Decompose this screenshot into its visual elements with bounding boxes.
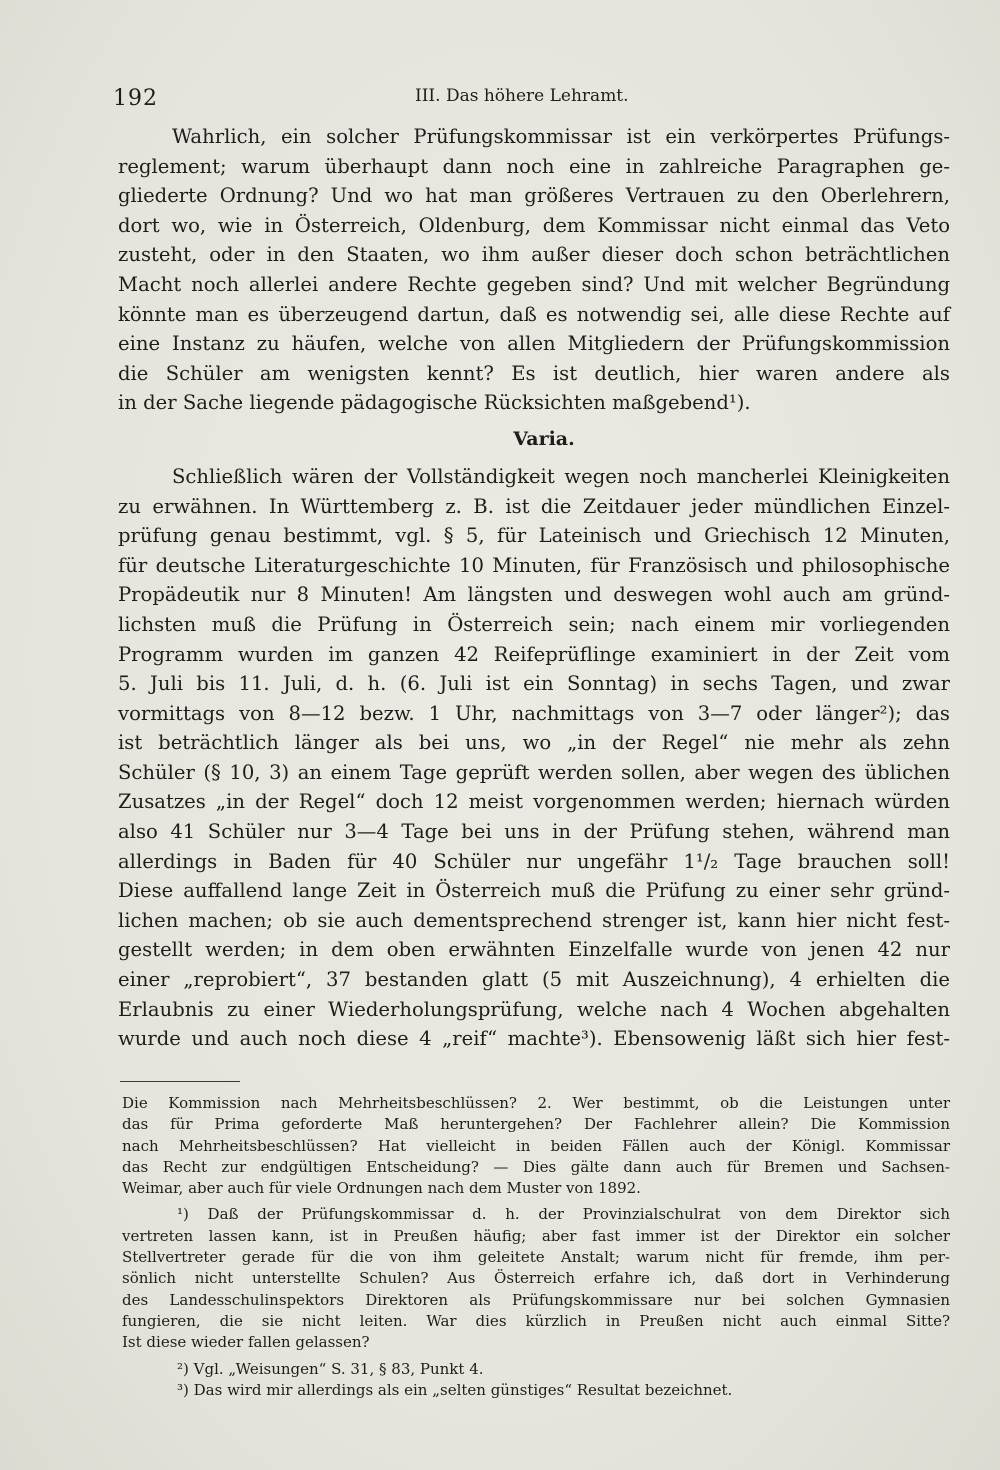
page-header — [113, 80, 953, 120]
footnote-line: das Recht zur endgültigen Entscheidung? — Dies gälte dann auch für Bremen und Sachsen- — [122, 1157, 950, 1176]
text-line: lichsten muß die Prüfung in Österreich sein; nach einem mir vorliegenden — [118, 612, 950, 636]
text-line: lichen machen; ob sie auch dementsprechend strenger ist, kann hier nicht fest- — [118, 908, 950, 932]
text-line: eine Instanz zu häufen, welche von allen Mitgliedern der Prüfungskommission — [118, 332, 950, 356]
text-line: Diese auffallend lange Zeit in Österreich muß die Prüfung zu einer sehr gründ- — [118, 879, 950, 903]
footnote-line: Ist diese wieder fallen gelassen? — [122, 1333, 370, 1352]
footnote-line: des Landesschulinspektors Direktoren als Prüfungskommissare nur bei solchen Gymnasien — [122, 1290, 950, 1309]
text-line: reglement; warum überhaupt dann noch eine in zahlreiche Paragraphen ge- — [118, 154, 950, 178]
text-line: die Schüler am wenigsten kennt? Es ist deutlich, hier waren andere als — [118, 361, 950, 385]
text-line: prüfung genau bestimmt, vgl. § 5, für Lateinisch und Griechisch 12 Minuten, — [118, 524, 950, 548]
footnote-3: ³) Das wird mir allerdings als ein „selten günstiges“ Resultat bezeichnet. — [177, 1380, 733, 1399]
text-line: Schließlich wären der Vollständigkeit wegen noch mancherlei Kleinigkeiten — [172, 464, 950, 488]
footnote-line: sönlich nicht unterstellte Schulen? Aus Österreich erfahre ich, daß dort in Verhinderung — [122, 1269, 950, 1288]
text-line: gliederte Ordnung? Und wo hat man größeres Vertrauen zu den Oberlehrern, — [118, 184, 950, 208]
text-line: könnte man es überzeugend dartun, daß es notwendig sei, alle diese Rechte auf — [118, 302, 950, 326]
footnote-line: vertreten lassen kann, ist in Preußen häufig; aber fast immer ist der Direktor ein solcher — [122, 1226, 950, 1245]
footnote-line: Stellvertreter gerade für die von ihm geleitete Anstalt; warum nicht für fremde, ihm per- — [122, 1248, 950, 1267]
text-line: für deutsche Literaturgeschichte 10 Minuten, für Französisch und philosophische — [118, 553, 950, 577]
text-line: wurde und auch noch diese 4 „reif“ machte³). Ebensowenig läßt sich hier fest- — [118, 1027, 950, 1051]
text-line: einer „reprobiert“, 37 bestanden glatt (5 mit Auszeichnung), 4 erhielten die — [118, 968, 950, 992]
footnote-2: ²) Vgl. „Weisungen“ S. 31, § 83, Punkt 4. — [177, 1359, 484, 1378]
text-line: also 41 Schüler nur 3—4 Tage bei uns in der Prüfung stehen, während man — [118, 820, 950, 844]
text-line: ist beträchtlich länger als bei uns, wo „in der Regel“ nie mehr als zehn — [118, 731, 950, 755]
text-line: allerdings in Baden für 40 Schüler nur ungefähr 1¹/₂ Tage brauchen soll! — [118, 849, 950, 873]
text-line: Wahrlich, ein solcher Prüfungskommissar ist ein verkörpertes Prüfungs- — [172, 125, 950, 148]
footnote-line: fungieren, die sie nicht leiten. War dies kürzlich in Preußen nicht auch einmal Sitte? — [122, 1311, 950, 1330]
text-line: gestellt werden; in dem oben erwähnten Einzelfalle wurde von jenen 42 nur — [118, 938, 950, 962]
running-title: III. Das höhere Lehramt. — [415, 86, 629, 106]
text-line: 5. Juli bis 11. Juli, d. h. (6. Juli ist ein Sonntag) in sechs Tagen, und zwar — [118, 672, 950, 696]
text-line: Propädeutik nur 8 Minuten! Am längsten und deswegen wohl auch am gründ- — [118, 583, 950, 607]
footnotes — [122, 1093, 950, 1401]
text-line: dort wo, wie in Österreich, Oldenburg, dem Kommissar nicht einmal das Veto — [118, 213, 950, 237]
text-line: zu erwähnen. In Württemberg z. B. ist die Zeitdauer jeder mündlichen Einzel- — [118, 494, 950, 518]
main-text — [118, 122, 950, 1054]
text-line: Erlaubnis zu einer Wiederholungsprüfung, welche nach 4 Wochen abgehalten — [118, 997, 950, 1021]
footnote-line: das für Prima geforderte Maß heruntergehen? Der Fachlehrer allein? Die Kommission — [122, 1115, 950, 1134]
footnote-line: nach Mehrheitsbeschlüssen? Hat vielleicht in beiden Fällen auch der Königl. Kommissar — [122, 1136, 950, 1155]
text-line: vormittags von 8—12 bezw. 1 Uhr, nachmittags von 3—7 oder länger²); das — [118, 701, 950, 725]
text-line: Zusatzes „in der Regel“ doch 12 meist vorgenommen werden; hiernach würden — [118, 790, 950, 814]
text-line: zusteht, oder in den Staaten, wo ihm außer dieser doch schon beträchtlichen — [118, 243, 950, 267]
page-number: 192 — [113, 86, 158, 111]
text-line: Macht noch allerlei andere Rechte gegeben sind? Und mit welcher Begründung — [118, 272, 950, 296]
footnote-1: ¹) Daß der Prüfungskommissar d. h. der Provinzialschulrat von dem Direktor sich — [177, 1205, 950, 1224]
text-line: in der Sache liegende pädagogische Rücksichten maßgebend¹). — [118, 391, 751, 415]
footnote-line: Weimar, aber auch für viele Ordnungen nach dem Muster von 1892. — [122, 1179, 641, 1198]
text-line: Schüler (§ 10, 3) an einem Tage geprüft werden sollen, aber wegen des üblichen — [118, 760, 950, 784]
footnote-divider — [120, 1081, 240, 1082]
section-heading: Varia. — [513, 427, 575, 450]
footnote-line: Die Kommission nach Mehrheitsbeschlüssen? 2. Wer bestimmt, ob die Leistungen unter — [122, 1094, 950, 1112]
text-line: Programm wurden im ganzen 42 Reifeprüflinge examiniert in der Zeit vom — [118, 642, 950, 666]
